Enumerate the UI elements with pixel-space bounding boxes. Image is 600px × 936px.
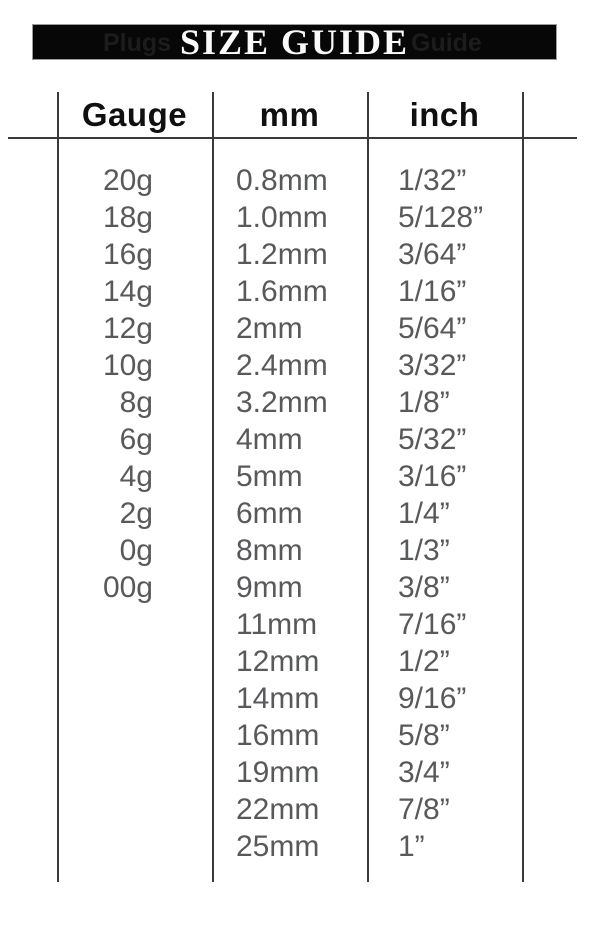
gauge-cell [57, 717, 153, 754]
inch-cell: 1/2” [398, 645, 450, 678]
inch-cell: 1/8” [398, 386, 450, 419]
mm-cell: 1.0mm [236, 201, 328, 234]
inch-cell: 3/16” [398, 460, 467, 493]
ghost-text-plugs: Plugs [103, 29, 172, 57]
table-row [0, 606, 600, 643]
inch-cell: 7/16” [398, 608, 467, 641]
gauge-cell [57, 828, 153, 865]
inch-cell: 1/16” [398, 275, 467, 308]
gauge-cell [57, 680, 153, 717]
mm-cell: 2mm [236, 312, 303, 345]
inch-cell: 3/64” [398, 238, 467, 271]
gauge-cell: 6g [119, 423, 153, 456]
table-row [0, 162, 600, 199]
column-header-gauge: Gauge [81, 96, 188, 133]
mm-cell: 9mm [236, 571, 303, 604]
mm-cell: 22mm [236, 793, 320, 826]
gauge-cell: 00g [102, 571, 153, 604]
mm-cell: 4mm [236, 423, 303, 456]
inch-cell: 1/32” [398, 164, 467, 197]
table-row [0, 680, 600, 717]
size-table-body [0, 162, 600, 865]
gauge-cell: 18g [102, 201, 153, 234]
table-row [0, 458, 600, 495]
mm-cell: 14mm [236, 682, 320, 715]
mm-cell: 5mm [236, 460, 303, 493]
mm-cell: 2.4mm [236, 349, 328, 382]
gauge-cell [57, 643, 153, 680]
table-row [0, 791, 600, 828]
table-row [0, 643, 600, 680]
gauge-cell: 14g [102, 275, 153, 308]
inch-cell: 5/64” [398, 312, 467, 345]
table-row [0, 347, 600, 384]
table-row [0, 754, 600, 791]
inch-cell: 5/8” [398, 719, 450, 752]
inch-cell: 1/4” [398, 497, 450, 530]
gauge-cell: 16g [102, 238, 153, 271]
inch-cell: 5/32” [398, 423, 467, 456]
table-row [0, 421, 600, 458]
table-row [0, 532, 600, 569]
inch-cell: 7/8” [398, 793, 450, 826]
gauge-cell [57, 754, 153, 791]
column-header-mm: mm [259, 96, 320, 133]
table-row [0, 273, 600, 310]
page-title: SIZE GUIDE [179, 22, 410, 62]
mm-cell: 19mm [236, 756, 320, 789]
gauge-cell: 12g [102, 312, 153, 345]
gauge-cell: 4g [119, 460, 153, 493]
mm-cell: 11mm [236, 608, 318, 641]
mm-cell: 3.2mm [236, 386, 328, 419]
inch-cell: 3/4” [398, 756, 450, 789]
inch-cell: 1” [398, 830, 425, 863]
table-row [0, 828, 600, 865]
inch-cell: 5/128” [398, 201, 484, 234]
gauge-cell [57, 791, 153, 828]
gauge-cell: 8g [119, 386, 153, 419]
table-row [0, 310, 600, 347]
inch-cell: 3/8” [398, 571, 450, 604]
table-row [0, 384, 600, 421]
gauge-cell [57, 606, 153, 643]
mm-cell: 25mm [236, 830, 320, 863]
mm-cell: 6mm [236, 497, 303, 530]
gauge-cell: 0g [119, 534, 153, 567]
mm-cell: 0.8mm [236, 164, 328, 197]
ghost-text-guide: Guide [411, 29, 482, 57]
table-row [0, 495, 600, 532]
mm-cell: 8mm [236, 534, 303, 567]
table-row [0, 236, 600, 273]
table-row [0, 199, 600, 236]
title-bar [32, 24, 557, 60]
mm-cell: 12mm [236, 645, 320, 678]
column-header-inch: inch [409, 96, 480, 133]
mm-cell: 16mm [236, 719, 320, 752]
table-row [0, 717, 600, 754]
mm-cell: 1.2mm [236, 238, 328, 271]
mm-cell: 1.6mm [236, 275, 328, 308]
inch-cell: 3/32” [398, 349, 467, 382]
table-row [0, 569, 600, 606]
gauge-cell: 20g [102, 164, 153, 197]
inch-cell: 9/16” [398, 682, 467, 715]
gauge-cell: 10g [102, 349, 153, 382]
inch-cell: 1/3” [398, 534, 450, 567]
gauge-cell: 2g [119, 497, 153, 530]
